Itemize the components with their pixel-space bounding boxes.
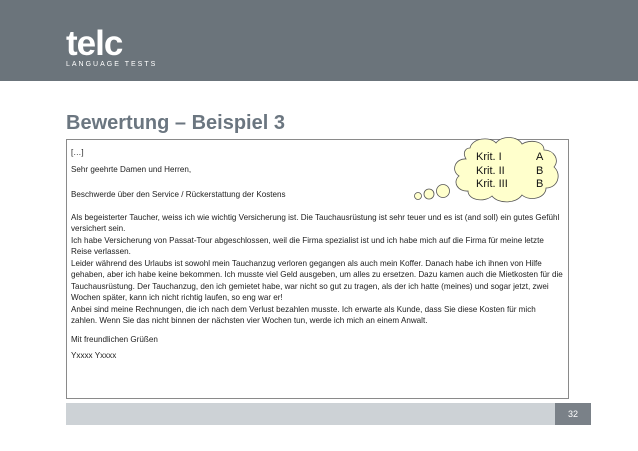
- letter-paragraph: Als begeisterter Taucher, weiss ich wie wichtig Versicherung ist. Die Tauchausrüstung ist sehr teuer und es ist (and soll) ein gutes Gefühl versichert sein.: [71, 212, 560, 233]
- logo-subtitle: LANGUAGE TESTS: [66, 61, 158, 68]
- letter-ellipsis: […]: [71, 148, 84, 157]
- criteria-label: Krit. III: [476, 178, 508, 190]
- page-number: 32: [555, 403, 591, 425]
- letter-paragraph: Ich habe Versicherung von Passat-Tour abgeschlossen, weil die Firma spezialist ist und ich habe mich auf die Firma für meine letzte Reise verlassen.: [71, 235, 544, 256]
- criteria-row: [476, 151, 543, 165]
- criteria-label: Krit. II: [476, 164, 505, 177]
- header-bar: [0, 0, 638, 81]
- criteria-grade: B: [536, 164, 544, 177]
- criteria-row: [476, 165, 543, 179]
- criteria-grade: A: [536, 151, 544, 163]
- criteria-grade: B: [536, 178, 544, 190]
- criteria-label: Krit. I: [476, 151, 502, 163]
- telc-logo: [66, 24, 158, 68]
- logo-word: telc: [66, 24, 123, 63]
- letter-closing: Mit freundlichen Grüßen: [71, 334, 158, 344]
- letter-salutation: Sehr geehrte Damen und Herren,: [71, 164, 192, 174]
- criteria-ratings: [476, 151, 543, 192]
- footer-bar: [66, 403, 591, 425]
- criteria-row: [476, 178, 543, 192]
- slide-title: Bewertung – Beispiel 3: [66, 112, 285, 134]
- letter-paragraph: Leider während des Urlaubs ist sowohl mein Tauchanzug verloren gegangen als auch mein Koffer. Danach habe ich ihnen von Hilfe gehaben, aber ich habe keine bekommen. Ich musste viel Geld ausgeben, um alles zu ersetzen. Dazu kamen auch die Mietkosten für die Tauchausrüstung. Der Tauchanzug, den ich gemietet habe, war nicht so gut zu tragen, als der ich hatte (meines) und sogar jetzt, zwei Wochen später, kann ich nicht richtig laufen, so eng war er!: [71, 258, 563, 302]
- letter-paragraph: Anbei sind meine Rechnungen, die ich nach dem Verlust bezahlen musste. Ich erwarte als Kunde, dass Sie diese Kosten für mich zahlen. Wenn Sie das nicht binnen der nächsten vier Wochen tun, werde ich mich an einem Anwalt.: [71, 304, 536, 325]
- letter-subject: Beschwerde über den Service / Rückerstattung der Kostens: [71, 190, 286, 199]
- letter-signature: Yxxxx Yxxxx: [71, 351, 117, 360]
